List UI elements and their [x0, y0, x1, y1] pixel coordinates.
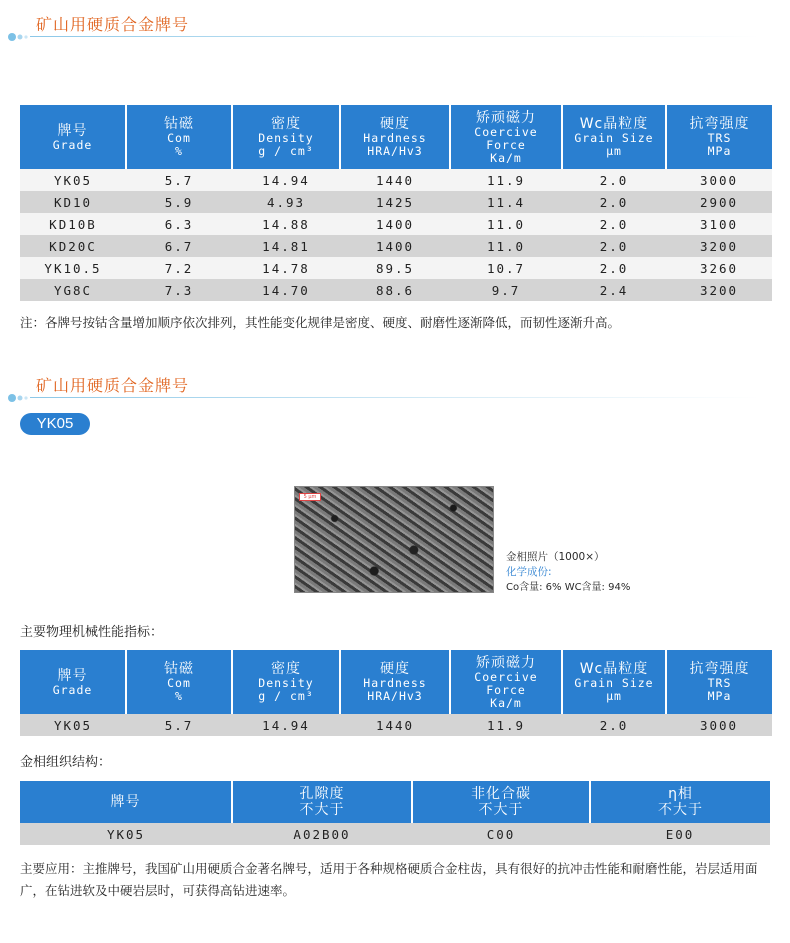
cell-com: 6.7	[126, 235, 232, 257]
cell-trs: 3100	[666, 213, 772, 235]
col-header-grade: 牌号 Grade	[20, 105, 126, 169]
properties-table	[20, 650, 772, 736]
cell-trs: 3000	[666, 714, 772, 736]
col-header-com: 钴磁 Com %	[126, 650, 232, 714]
table-row	[20, 279, 772, 301]
table-row	[20, 714, 772, 736]
table-row	[20, 213, 772, 235]
col-header-density: 密度 Density g / cm³	[232, 650, 340, 714]
cell-com: 5.9	[126, 191, 232, 213]
application-text: 主要应用：主推牌号，我国矿山用硬质合金著名牌号，适用于各种规格硬质合金柱齿，具有很好的抗冲击性能和耐磨性能，岩层适用面广，在钻进软及中硬岩层时，可获得高钻进速率。	[20, 861, 758, 898]
col-header-grain: Wc晶粒度 Grain Size μm	[562, 650, 666, 714]
cell-trs: 2900	[666, 191, 772, 213]
col-header-hardness: 硬度 Hardness HRA/Hv3	[340, 105, 450, 169]
section-title-2	[0, 367, 790, 403]
cell-coercive: 9.7	[450, 279, 562, 301]
col-header-com: 钴磁 Com %	[126, 105, 232, 169]
cell-grain: 2.0	[562, 257, 666, 279]
table-row	[20, 823, 770, 845]
cell-com: 7.3	[126, 279, 232, 301]
col-header-free-carbon: 非化合碳 不大于	[412, 781, 590, 823]
table-row	[20, 257, 772, 279]
cell-porosity: A02B00	[232, 823, 412, 845]
col-header-density: 密度 Density g / cm³	[232, 105, 340, 169]
cell-density: 14.94	[232, 169, 340, 191]
cell-grade: YK05	[20, 714, 126, 736]
col-header-grade: 牌号	[20, 781, 232, 823]
cell-coercive: 11.0	[450, 235, 562, 257]
chem-label: 化学成份:	[506, 566, 552, 578]
cell-hardness: 88.6	[340, 279, 450, 301]
photo-caption: 金相照片（1000×）	[506, 551, 605, 563]
section-title-text: 矿山用硬质合金牌号	[36, 15, 190, 34]
cell-hardness: 1425	[340, 191, 450, 213]
structure-heading: 金相组织结构：	[20, 755, 112, 770]
cell-grade: KD20C	[20, 235, 126, 257]
cell-hardness: 1400	[340, 213, 450, 235]
cell-coercive: 11.0	[450, 213, 562, 235]
cell-trs: 3260	[666, 257, 772, 279]
cell-coercive: 11.9	[450, 169, 562, 191]
cell-grade: YK10.5	[20, 257, 126, 279]
cell-com: 6.3	[126, 213, 232, 235]
col-header-hardness: 硬度 Hardness HRA/Hv3	[340, 650, 450, 714]
cell-density: 14.88	[232, 213, 340, 235]
col-header-grade: 牌号 Grade	[20, 650, 126, 714]
cell-hardness: 1400	[340, 235, 450, 257]
props-heading: 主要物理机械性能指标：	[20, 625, 164, 640]
col-header-coercive: 矫顽磁力 Coercive Force Ka/m	[450, 105, 562, 169]
cell-grain: 2.0	[562, 235, 666, 257]
cell-coercive: 11.4	[450, 191, 562, 213]
table-row	[20, 235, 772, 257]
cell-grain: 2.0	[562, 191, 666, 213]
cell-coercive: 10.7	[450, 257, 562, 279]
cell-grain: 2.0	[562, 213, 666, 235]
col-header-trs: 抗弯强度 TRS MPa	[666, 105, 772, 169]
cell-grain: 2.0	[562, 714, 666, 736]
cell-grade: YK05	[20, 823, 232, 845]
cell-trs: 3000	[666, 169, 772, 191]
cell-com: 7.2	[126, 257, 232, 279]
cell-com: 5.7	[126, 714, 232, 736]
cell-density: 4.93	[232, 191, 340, 213]
cell-hardness: 89.5	[340, 257, 450, 279]
cell-trs: 3200	[666, 279, 772, 301]
cell-grade: KD10	[20, 191, 126, 213]
cell-hardness: 1440	[340, 714, 450, 736]
col-header-grain: Wc晶粒度 Grain Size μm	[562, 105, 666, 169]
cell-grade: YG8C	[20, 279, 126, 301]
grade-badge: YK05	[20, 413, 90, 435]
cell-grain: 2.0	[562, 169, 666, 191]
cell-free-carbon: C00	[412, 823, 590, 845]
section-title-1	[0, 6, 790, 42]
micrograph-image	[294, 486, 494, 593]
section-title-text: 矿山用硬质合金牌号	[36, 376, 190, 395]
cell-com: 5.7	[126, 169, 232, 191]
grades-table	[20, 105, 772, 301]
bullet-dots-icon	[8, 30, 30, 42]
cell-hardness: 1440	[340, 169, 450, 191]
section-divider	[30, 397, 760, 398]
col-header-porosity: 孔隙度 不大于	[232, 781, 412, 823]
col-header-trs: 抗弯强度 TRS MPa	[666, 650, 772, 714]
chem-values: Co含量: 6% WC含量: 94%	[506, 582, 631, 593]
cell-coercive: 11.9	[450, 714, 562, 736]
cell-density: 14.78	[232, 257, 340, 279]
col-header-eta-phase: η相 不大于	[590, 781, 770, 823]
bullet-dots-icon	[8, 391, 30, 403]
structure-table	[20, 781, 770, 845]
cell-density: 14.81	[232, 235, 340, 257]
cell-density: 14.94	[232, 714, 340, 736]
cell-grade: KD10B	[20, 213, 126, 235]
scale-bar: 5 μm	[299, 493, 321, 501]
table-footnote: 注：各牌号按钴含量增加顺序依次排列，其性能变化规律是密度、硬度、耐磨性逐渐降低，而韧性逐渐升高。	[20, 315, 621, 330]
section-divider	[30, 36, 760, 37]
col-header-coercive: 矫顽磁力 Coercive Force Ka/m	[450, 650, 562, 714]
table-row	[20, 169, 772, 191]
table-row	[20, 191, 772, 213]
cell-grade: YK05	[20, 169, 126, 191]
cell-trs: 3200	[666, 235, 772, 257]
cell-grain: 2.4	[562, 279, 666, 301]
cell-eta-phase: E00	[590, 823, 770, 845]
cell-density: 14.70	[232, 279, 340, 301]
